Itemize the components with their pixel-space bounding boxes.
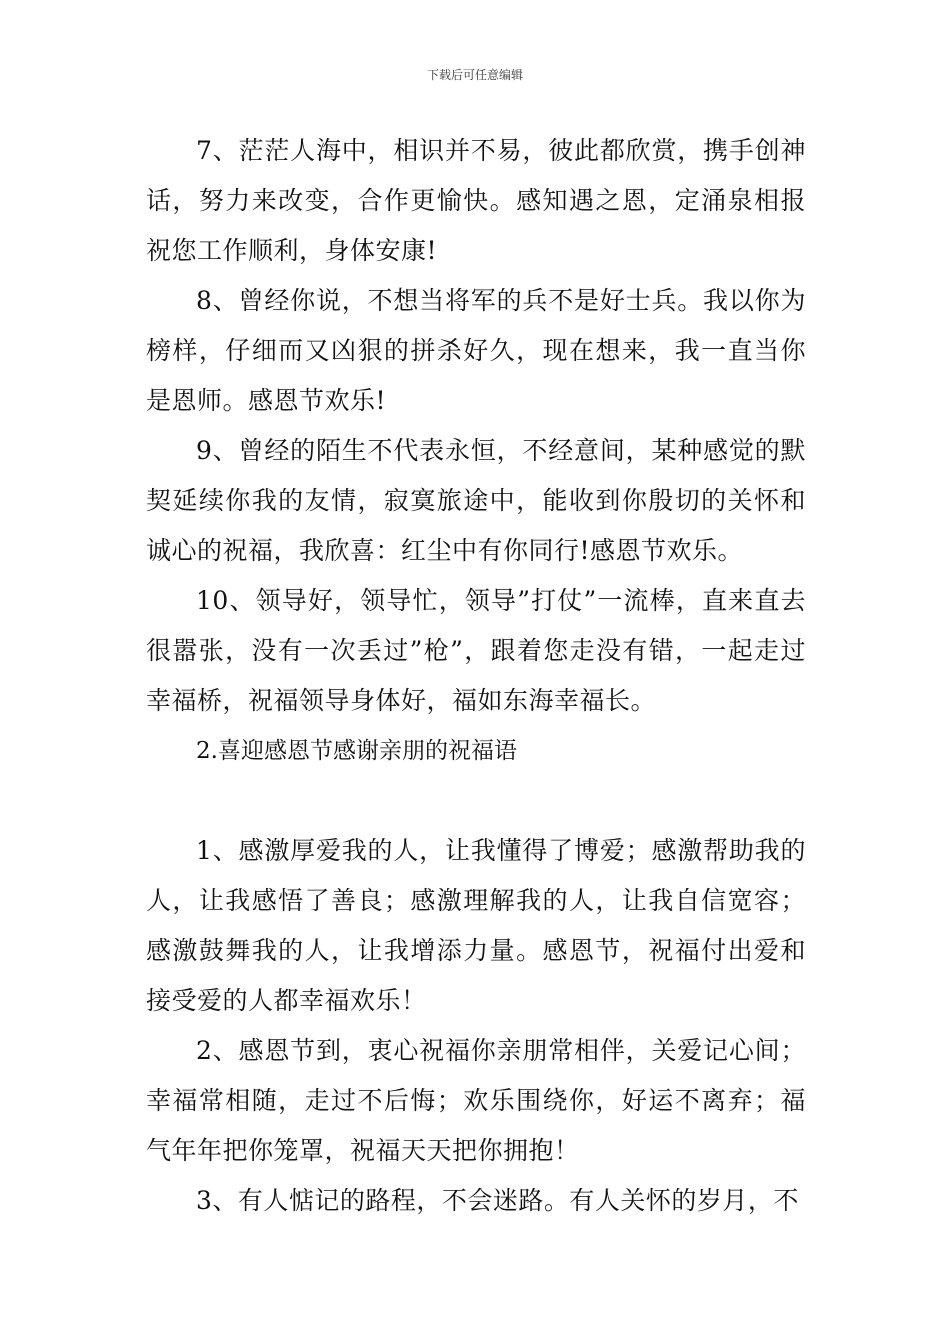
paragraph-b-3: 3、有人惦记的路程，不会迷路。有人关怀的岁月，不 [196,1186,799,1215]
document-body [146,126,806,1226]
page-header-note: 下载后可任意编辑 [426,68,523,82]
paragraph-b-2: 2、感恩节到，衷心祝福你亲朋常相伴，关爱记心间；幸福常相随，走过不后悔；欢乐围绕你，好运不离弃；福气年年把你笼罩，祝福天天把你拥抱！ [146,1036,806,1165]
paragraph-b-1: 1、感激厚爱我的人，让我懂得了博爱；感激帮助我的人，让我感悟了善良；感激理解我的人，让我自信宽容；感激鼓舞我的人，让我增添力量。感恩节，祝福付出爱和接受爱的人都幸福欢乐！ [146,836,806,1015]
section-spacer [146,776,806,826]
paragraph-8: 8、曾经你说，不想当将军的兵不是好士兵。我以你为榜样，仔细而又凶狠的拼杀好久，现在想来，我一直当你是恩师。感恩节欢乐! [146,286,806,415]
paragraph-7: 7、茫茫人海中，相识并不易，彼此都欣赏，携手创神话，努力来改变，合作更愉快。感知遇之恩，定涌泉相报祝您工作顺利，身体安康! [146,136,806,265]
paragraph-9: 9、曾经的陌生不代表永恒，不经意间，某种感觉的默契延续你我的友情，寂寞旅途中，能收到你殷切的关怀和诚心的祝福，我欣喜：红尘中有你同行!感恩节欢乐。 [146,436,806,565]
section-heading: 2.喜迎感恩节感谢亲朋的祝福语 [196,738,517,764]
paragraph-10: 10、领导好，领导忙，领导”打仗”一流棒，直来直去很嚣张，没有一次丢过”枪”，跟着您走没有错，一起走过幸福桥，祝福领导身体好，福如东海幸福长。 [146,586,806,715]
